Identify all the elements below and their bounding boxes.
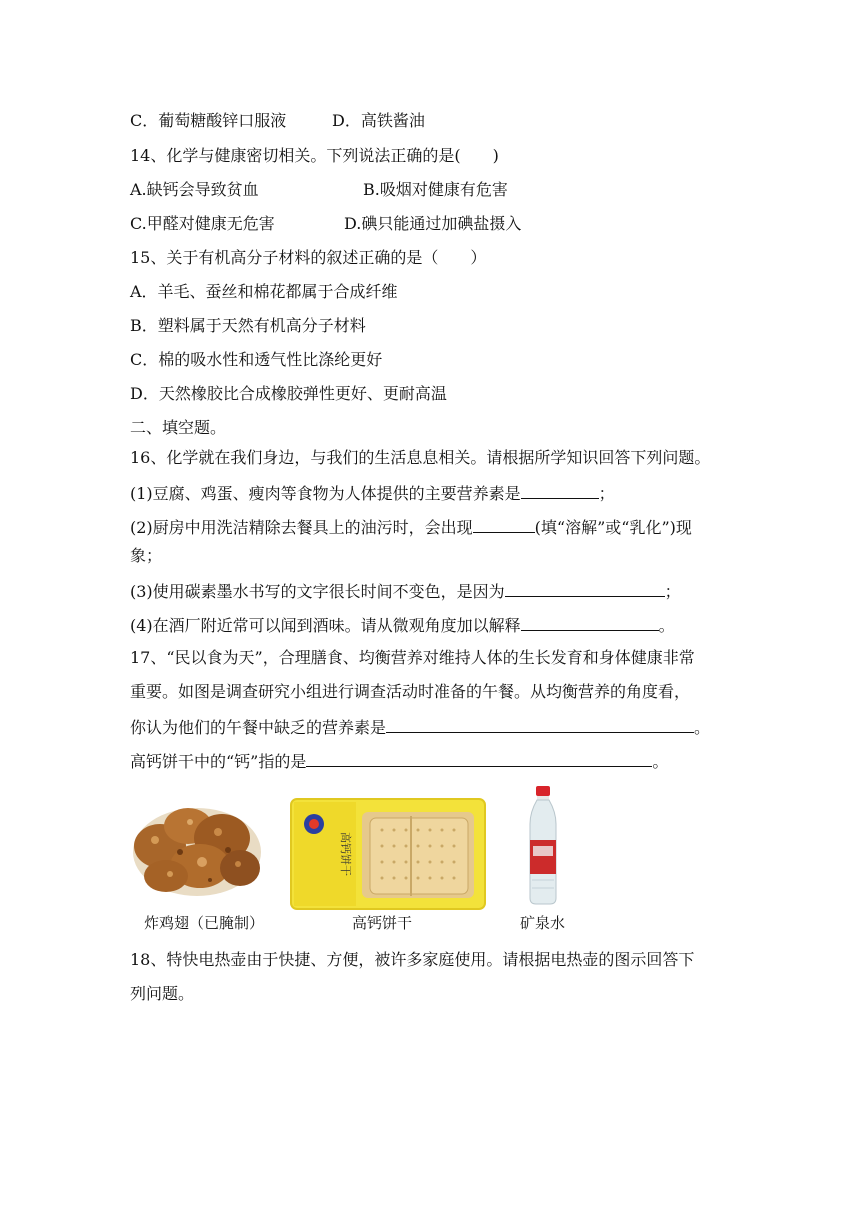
q17-line-4-end: 。 <box>652 752 669 771</box>
q18-line-2: 列问题。 <box>130 984 195 1003</box>
q16-part-2 <box>130 516 692 538</box>
q17-line-4-text: 高钙饼干中的“钙”指的是 <box>130 752 307 771</box>
answer-blank[interactable] <box>306 750 652 767</box>
water-bottle-image <box>522 784 564 908</box>
q15-option-d: D．天然橡胶比合成橡胶弹性更好、更耐高温 <box>130 384 447 403</box>
q15-option-c: C．棉的吸水性和透气性比涤纶更好 <box>130 350 383 369</box>
section-title: 二、填空题。 <box>130 418 227 437</box>
answer-blank[interactable] <box>473 516 535 533</box>
q16-part-3-end: ； <box>664 582 681 601</box>
caption-chicken-wings: 炸鸡翅（已腌制） <box>144 914 265 932</box>
q17-line-3-end: 。 <box>694 718 711 737</box>
q16-part-3 <box>130 580 681 602</box>
q14-options-row-1 <box>130 180 508 200</box>
q14-option-d: D.碘只能通过加碘盐摄入 <box>344 214 522 233</box>
q17-line-2: 重要。如图是调查研究小组进行调查活动时准备的午餐。从均衡营养的角度看， <box>130 682 691 701</box>
q14-option-a: A.缺钙会导致贫血 <box>130 180 259 199</box>
q16-part-1 <box>130 482 615 504</box>
answer-blank[interactable] <box>521 482 599 499</box>
q14-stem: 14、化学与健康密切相关。下列说法正确的是( ) <box>130 146 499 165</box>
q18-line-1: 18、特快电热壶由于快捷、方便，被许多家庭使用。请根据电热壶的图示回答下 <box>130 950 695 969</box>
q17-line-3-text: 你认为他们的午餐中缺乏的营养素是 <box>130 718 387 737</box>
q14-options-row-2 <box>130 214 522 234</box>
q15-option-b: B．塑料属于天然有机高分子材料 <box>130 316 366 335</box>
q16-part-4-text: (4)在酒厂附近常可以闻到酒味。请从微观角度加以解释 <box>130 616 521 635</box>
q16-part-2-continued: 象； <box>130 546 163 565</box>
fried-chicken-wings-image <box>130 794 264 902</box>
caption-biscuits: 高钙饼干 <box>352 914 413 932</box>
caption-mineral-water: 矿泉水 <box>520 914 566 932</box>
answer-blank[interactable] <box>521 614 659 631</box>
q14-option-b: B.吸烟对健康有危害 <box>363 180 508 199</box>
answer-blank[interactable] <box>505 580 665 597</box>
biscuit-box-image <box>290 798 486 910</box>
q16-stem: 16、化学就在我们身边，与我们的生活息息相关。请根据所学知识回答下列问题。 <box>130 448 711 467</box>
q15-stem: 15、关于有机高分子材料的叙述正确的是（ ） <box>130 248 487 267</box>
q13-option-d: D．高铁酱油 <box>332 111 425 130</box>
q16-part-2-hint: (填“溶解”或“乳化”)现 <box>534 518 692 537</box>
q16-part-4-end: 。 <box>658 616 675 635</box>
q16-part-1-end: ； <box>598 484 615 503</box>
q16-part-3-text: (3)使用碳素墨水书写的文字很长时间不变色，是因为 <box>130 582 505 601</box>
q13-option-c: C．葡萄糖酸锌口服液 <box>130 111 287 130</box>
q15-option-a: A．羊毛、蚕丝和棉花都属于合成纤维 <box>130 282 398 301</box>
q16-part-4 <box>130 614 675 636</box>
q17-line-4 <box>130 750 668 772</box>
q16-part-1-text: (1)豆腐、鸡蛋、瘦肉等食物为人体提供的主要营养素是 <box>130 484 521 503</box>
q17-line-3 <box>130 716 710 738</box>
q13-options-row <box>130 111 425 131</box>
q16-part-2-text: (2)厨房中用洗洁精除去餐具上的油污时，会出现 <box>130 518 473 537</box>
lunch-figure <box>130 784 730 934</box>
biscuit-box-brand: 高钙饼干 <box>339 832 351 876</box>
answer-blank[interactable] <box>386 716 694 733</box>
q17-line-1: 17、“民以食为天”，合理膳食、均衡营养对维持人体的生长发育和身体健康非常 <box>130 648 695 667</box>
q14-option-c: C.甲醛对健康无危害 <box>130 214 275 233</box>
